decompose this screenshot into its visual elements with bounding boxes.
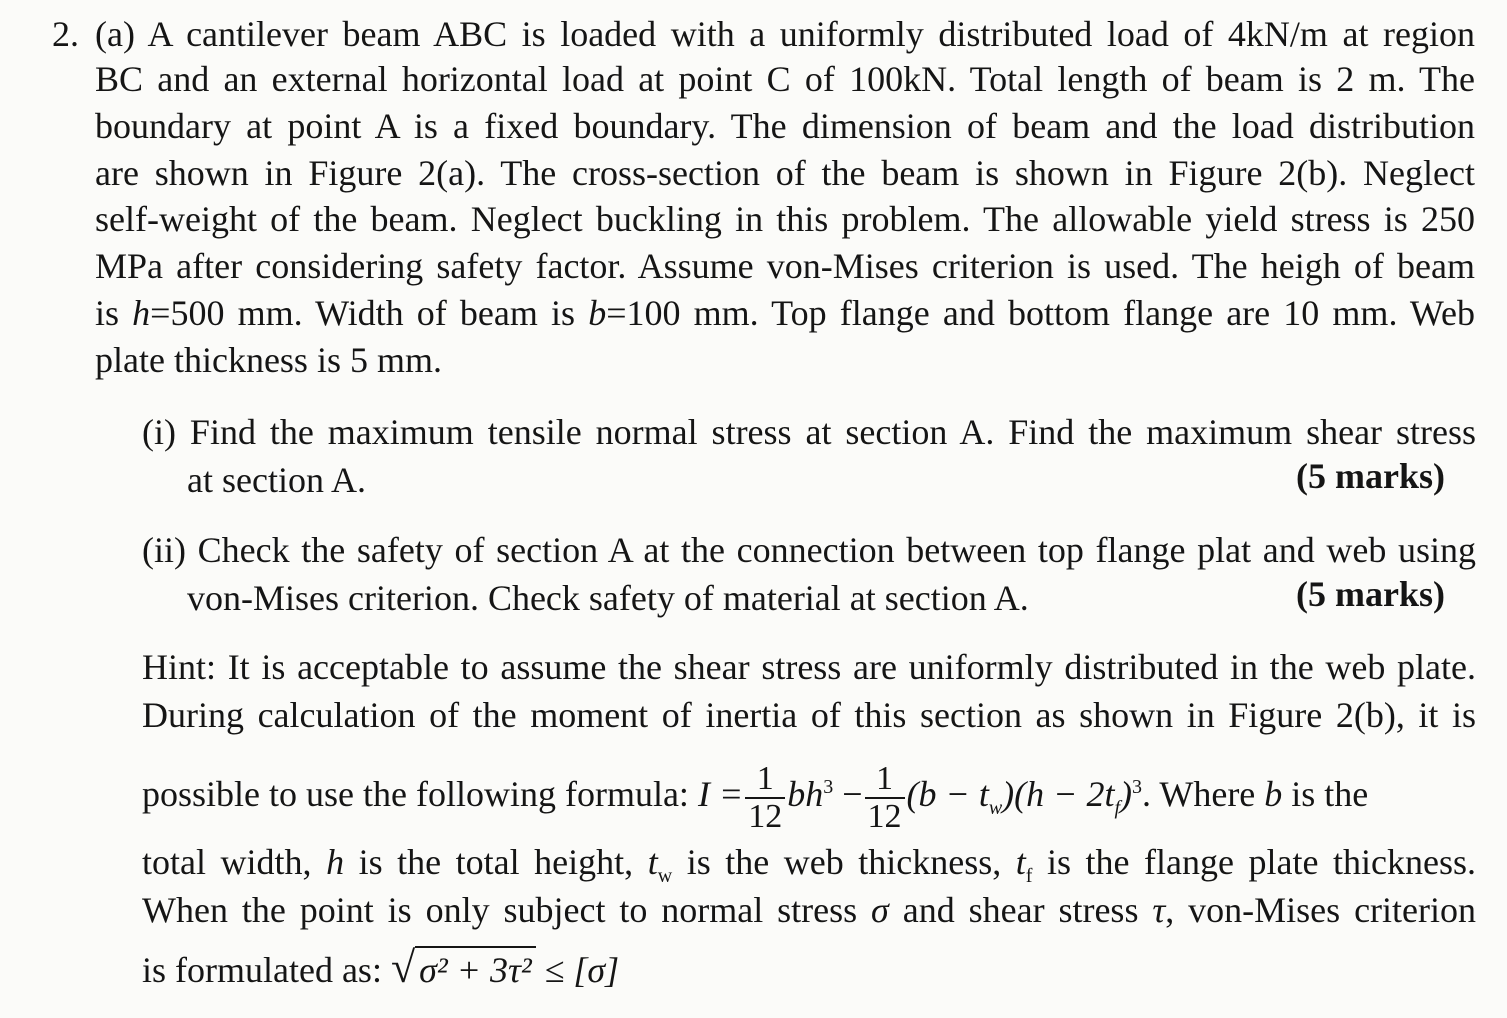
hint-line-1: Hint: It is acceptable to assume the shear stress are uniformly distributed in the web plate.: [142, 647, 1476, 687]
part-a-line-6: MPa after considering safety factor. Assume von-Mises criterion is used. The heigh of beam: [95, 246, 1475, 286]
sub-i-line-2: at section A.: [187, 460, 366, 500]
sub-i-marks: (5 marks): [1296, 456, 1445, 496]
fraction-1: $\frac{1}{12}$: [745, 761, 785, 835]
moment-of-inertia-formula: I = $\frac{1}{12}$ $bh^3$ − $\frac{1}{12}$ $(b - t_w)(h - 2t_f)^3$: [697, 759, 1143, 835]
hint-line-6: is formulated as: √ σ² + 3τ² ≤ [σ]: [142, 943, 620, 992]
part-a-line-5: self-weight of the beam. Neglect buckling in this problem. The allowable yield stress is 250: [95, 199, 1475, 239]
hint-line-3: possible to use the following formula: I = $\frac{1}{12}$ $bh^3$ − $\frac{1}{12}$ $(b - t_w)(h - 2t_f)^3$. Where b is the: [142, 759, 1369, 835]
fraction-2: $\frac{1}{12}$: [865, 761, 905, 835]
part-a-line-3: boundary at point A is a fixed boundary. The dimension of beam and the load distribution: [95, 106, 1475, 146]
hint-line-2: During calculation of the moment of inertia of this section as shown in Figure 2(b), it is: [142, 695, 1476, 735]
sub-ii-line-2: von-Mises criterion. Check safety of material at section A.: [187, 578, 1029, 618]
von-mises-formula: √ σ² + 3τ²: [391, 946, 536, 992]
hint-line-5: When the point is only subject to normal stress σ and shear stress τ, von-Mises criterion: [142, 890, 1477, 930]
question-number: 2.: [52, 14, 79, 54]
part-a-line-8: plate thickness is 5 mm.: [95, 340, 442, 380]
part-a-line-2: BC and an external horizontal load at point C of 100kN. Total length of beam is 2 m. The: [95, 59, 1475, 99]
part-a-line-4: are shown in Figure 2(a). The cross-section of the beam is shown in Figure 2(b). Neglect: [95, 153, 1475, 193]
part-a-line-1: (a) A cantilever beam ABC is loaded with a uniformly distributed load of 4kN/m at region: [95, 14, 1475, 54]
sqrt-symbol: √: [390, 943, 416, 992]
hint-line-4: total width, h is the total height, $t_w$ is the web thickness, $t_f$ is the flange plate thickness.: [142, 842, 1476, 888]
sub-i-line-1: (i) Find the maximum tensile normal stress at section A. Find the maximum shear stress: [142, 412, 1476, 452]
sub-ii-line-1: (ii) Check the safety of section A at the connection between top flange plat and web using: [142, 530, 1476, 570]
part-a-line-7: is h=500 mm. Width of beam is b=100 mm. Top flange and bottom flange are 10 mm. Web: [95, 293, 1476, 333]
sub-ii-marks: (5 marks): [1296, 574, 1445, 614]
